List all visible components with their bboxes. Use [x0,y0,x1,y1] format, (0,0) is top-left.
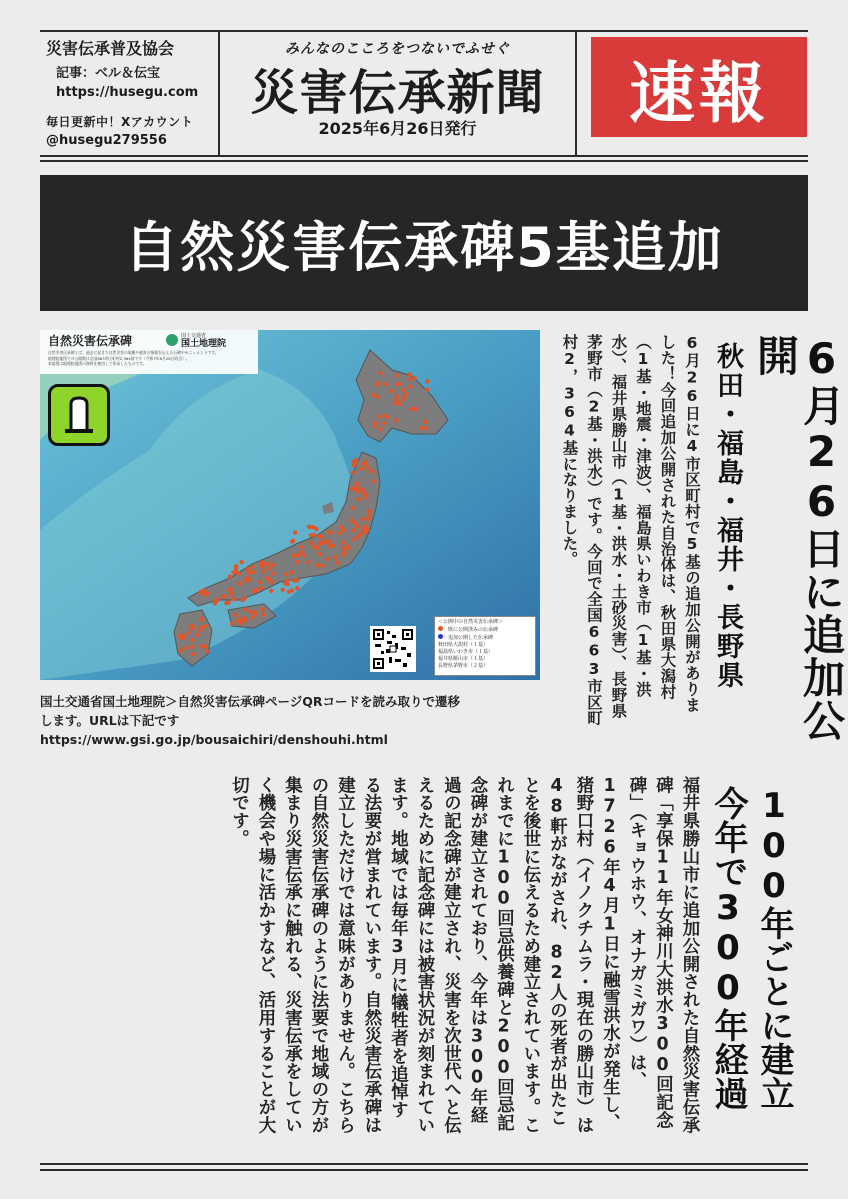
monument-dot [359,467,363,471]
monument-dot [367,509,371,513]
legend-item: 秋田県大潟村（１基） [438,642,489,648]
monument-dot [269,589,273,593]
monument-dot [318,542,322,546]
monument-dot [345,544,349,548]
headline-banner [40,175,808,311]
monument-dot [360,488,364,492]
monument-dot [281,588,285,592]
monument-dot [394,418,398,422]
legend-added: ：追加公開した伝承碑 [443,635,494,641]
monument-dot [183,646,187,650]
monument-dot [299,550,303,554]
monument-dot [199,617,203,621]
monument-dot [260,560,264,564]
monument-dot [335,560,339,564]
monument-dot [409,407,413,411]
article1-headline-2: 秋田・福島・福井・長野県 [712,342,743,690]
monument-dot [401,397,405,401]
monument-dot [260,607,264,611]
monument-dot [242,597,246,601]
monument-dot [189,626,193,630]
monument-dot [326,557,330,561]
monument-dot [401,388,405,392]
monument-dot [338,531,342,535]
monument-dot [382,421,386,425]
monument-dot [395,373,399,377]
monument-dot [195,633,199,637]
monument-dot [237,581,241,585]
monument-dot [316,563,320,567]
caption-line-2: します。URLは下記です [40,713,180,728]
monument-dot [203,644,207,648]
monument-dot [419,426,423,430]
monument-dot [245,567,249,571]
monument-dot [384,382,388,386]
monument-dot [205,649,209,653]
monument-dot [324,540,328,544]
monument-dot [179,636,183,640]
monument-dot [375,394,379,398]
monument-dot [271,571,275,575]
monument-dot [261,612,265,616]
monument-dot [408,377,412,381]
monument-dot [268,566,272,570]
monument-dot [242,616,246,620]
monument-dot [295,553,299,557]
monument-dot [315,546,319,550]
monument-dot [190,645,194,649]
monument-dot [287,590,291,594]
monument-dot [253,612,257,616]
monument-dot [190,638,194,642]
map-desc-1: 自然災害伝承碑とは、過去に起きた自然災害の規模や被害の情報を伝える石碑やモニュメントです。 [48,350,219,355]
monument-dot [354,482,358,486]
monument-dot [356,487,360,491]
monument-dot [309,533,313,537]
map-desc-2: 地理院地図での公開数は全国663市区町村2,364基です（令和7年6月26日時点）。 [48,355,190,361]
monument-dot [378,371,382,375]
monument-dot [412,376,416,380]
map-legend [434,616,536,676]
monument-dot [221,594,225,598]
monument-dot [250,565,254,569]
qr-code[interactable] [370,626,416,672]
monument-dot [284,572,288,576]
monument-dot [203,592,207,596]
monument-dot [341,553,345,557]
map-figure [40,330,540,680]
monument-dot [365,465,369,469]
article2-body: 福井県勝山市に追加公開された自然災害伝承碑「享保11年女神川大洪水300回記念碑」（キョウホウ、オナガミガワ）は、1726年4月1日に融雪洪水が発生し、猪野口村（イノクチムラ・現在の勝山市）は48軒がながされ、82人の死者が出たことを後世に伝えるため建立されています。これまでに100回忌供養碑と200回忌記念碑が建立されており、今年は300年経過の記念碑が建立され、災害を次世代へと伝えるために記念碑には被害状況が刻まれています。地域では毎年3月に犠牲者を追悼する法要が営まれています。自然災害伝承碑は建立しただけでは意味がありません。こちらの自然災害伝承碑のように法要で地域の方が集まり災害伝承に触れる、災害伝承をしていく機会や場に活かすなど、活用することが大切です。 [228,776,699,1134]
monument-dot [423,419,427,423]
monument-dot [306,560,310,564]
monument-dot [178,648,182,652]
source-url[interactable]: https://www.gsi.go.jp/bousaichiri/denshouhi.html [40,732,388,747]
monument-dot [311,525,315,529]
monument-dot [328,531,332,535]
monument-dot [371,479,375,483]
monument-dot [364,495,368,499]
article1-body: 6月26日に4市区町村で5基の追加公開がありました！今回追加公開された自治体は、秋田県大潟村（1基・地震・津波）、福島県いわき市（1基・洪水）、福井県勝山市（1基・洪水・土砂災害）、長野県茅野市（2基・洪水）です。今回で全国663市区町村2，364基になりました。 [560,334,701,726]
monument-dot [395,394,399,398]
monument-dot [293,530,297,534]
flash-badge [591,37,807,137]
monument-dot [198,628,202,632]
legend-item: 福島県いわき市（１基） [438,649,494,655]
monument-dot [351,506,355,510]
legend-item: 長野県茅野市（２基） [438,663,489,669]
x-handle[interactable]: @husegu279556 [46,133,167,148]
monument-dot [318,552,322,556]
legend-existing: ：既に公開済みの伝承碑 [443,627,499,633]
monument-dot [413,406,417,410]
monument-dot [251,570,255,574]
monument-dot [367,514,371,518]
article1-headline-1: 6月26日に追加公開 [751,334,846,742]
monument-dot [363,530,367,534]
monument-dot [341,540,345,544]
monument-dot [425,379,429,383]
monument-dot [389,389,393,393]
monument-dot [425,387,429,391]
agency-name: 国土地理院 [181,339,227,349]
monument-dot [262,569,266,573]
monument-dot [376,381,380,385]
update-note: 毎日更新中！Xアカウント [46,115,194,129]
monument-dot [232,597,236,601]
monument-dot [369,469,373,473]
monument-dot [234,569,238,573]
monument-dot [285,578,289,582]
monument-dot [291,553,295,557]
monument-dot [228,588,232,592]
monument-dot [243,607,247,611]
monument-dot [352,463,356,467]
monument-dot [308,540,312,544]
monument-dot [404,392,408,396]
monument-dot [186,631,190,635]
monument-dot [290,570,294,574]
monument-dot [321,563,325,567]
article2-headline-2: 今年で300年経過 [708,786,748,1110]
issue-date: 2025年6月26日発行 [318,119,477,138]
monument-dot [204,624,208,628]
monument-dot [339,525,343,529]
byline: 記事：ベル＆伝宝 [56,66,161,81]
monument-icon [48,384,110,446]
monument-dot [355,524,359,528]
map-desc-3: 本地図は地理院地図の資料を使用して作成したものです。 [48,361,147,366]
monument-dot [234,564,238,568]
monument-dot [332,543,336,547]
monument-dot [352,528,356,532]
legend-title: ＜公開中の自然災害伝承碑＞ [438,619,504,625]
monument-dot [424,426,428,430]
monument-dot [252,589,256,593]
monument-dot [302,553,306,557]
monument-dot [354,458,358,462]
monument-dot [245,575,249,579]
monument-dot [224,601,228,605]
monument-dot [295,586,299,590]
monument-dot [378,427,382,431]
monument-dot [300,545,304,549]
tagline: みんなのこころをつないでふせぐ [285,41,510,57]
monument-dot [396,382,400,386]
monument-dot [290,539,294,543]
org-name: 災害伝承普及協会 [46,39,175,58]
site-link[interactable]: https://husegu.com [56,85,199,100]
monument-dot [373,423,377,427]
monument-dot [240,560,244,564]
monument-dot [341,547,345,551]
monument-dot [371,393,375,397]
caption-line-1: 国土交通省国土地理院＞自然災害伝承碑ページQRコードを読み取りで遷移 [40,694,461,709]
monument-dot [352,537,356,541]
monument-dot [333,555,337,559]
monument-dot [361,517,365,521]
flash-label: 速報 [629,54,769,132]
monument-dot [295,560,299,564]
monument-dot [230,621,234,625]
monument-dot [233,613,237,617]
monument-dot [320,535,324,539]
banner-title: 自然災害伝承碑5基追加 [124,215,724,279]
monument-dot [191,652,195,656]
monument-dot [258,580,262,584]
monument-dot [271,563,275,567]
monument-dot [377,414,381,418]
monument-dot [408,385,412,389]
monument-dot [216,598,220,602]
monument-dot [351,486,355,490]
monument-dot [286,582,290,586]
masthead-title: 災害伝承新聞 [250,65,545,121]
monument-dot [350,470,354,474]
monument-dot [363,524,367,528]
legend-item: 福井県勝山市（１基） [438,656,489,662]
monument-dot [384,414,388,418]
agency-small: 国土交通省 [181,333,207,339]
monument-dot [328,544,332,548]
monument-dot [269,580,273,584]
map-title: 自然災害伝承碑 [48,334,133,348]
monument-dot [407,372,411,376]
gsi-logo-icon [166,334,178,346]
article2-headline-1: 100年ごとに建立 [754,786,794,1110]
monument-dot [259,586,263,590]
monument-dot [228,574,232,578]
monument-dot [357,497,361,501]
monument-dot [350,518,354,522]
monument-dot [238,617,242,621]
monument-dot [295,578,299,582]
monument-dot [265,576,269,580]
monument-dot [358,532,362,536]
